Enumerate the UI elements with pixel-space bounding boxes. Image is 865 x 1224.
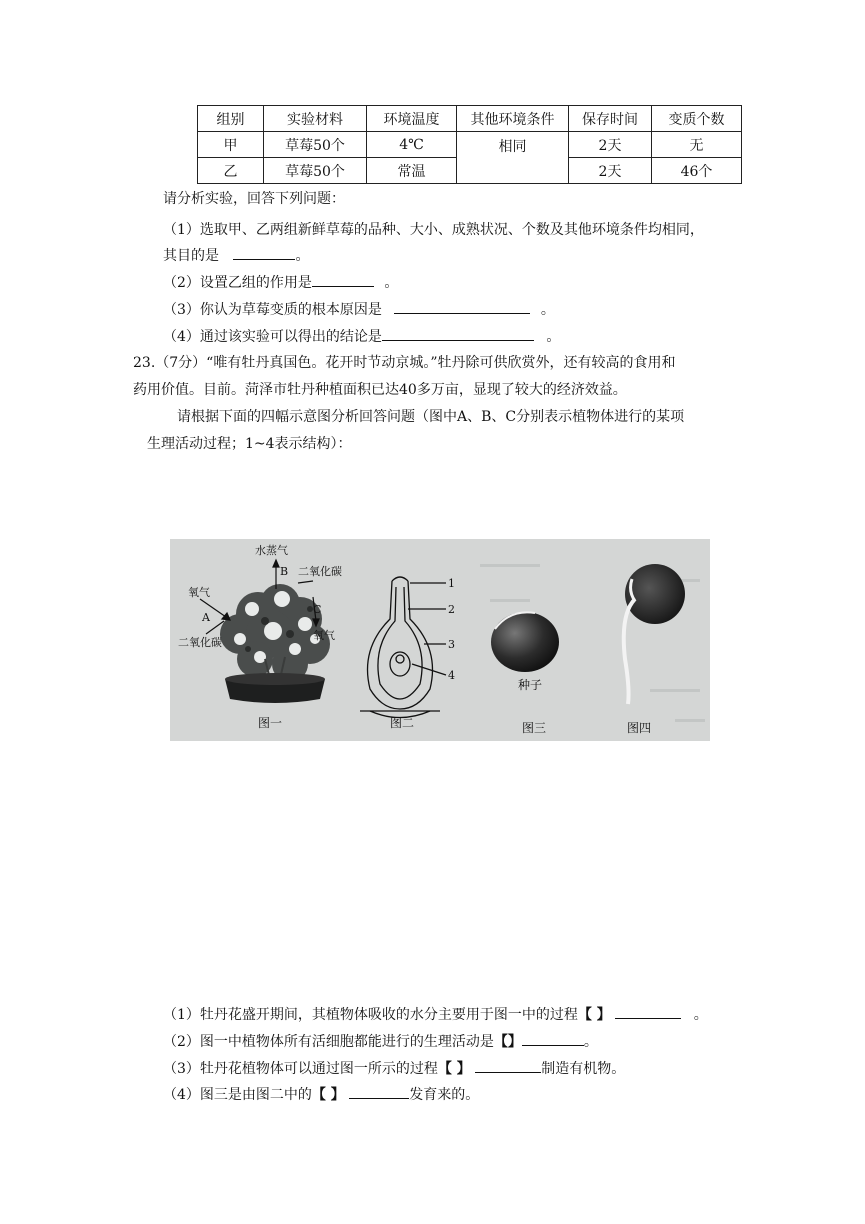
cell-spoiled-count: 无 bbox=[652, 132, 742, 158]
q23-sub3-prefix: （3）牡丹花植物体可以通过图一所示的过程 bbox=[163, 1061, 438, 1077]
answer-blank[interactable] bbox=[312, 274, 374, 287]
header-storage-time: 保存时间 bbox=[569, 106, 652, 132]
fig4-caption: 图四 bbox=[627, 721, 652, 735]
header-temperature: 环境温度 bbox=[367, 106, 457, 132]
q22-sub4 bbox=[163, 326, 560, 346]
q23-sub4-suffix: 发育来的。 bbox=[409, 1087, 480, 1103]
q22-sub1-line1: （1）选取甲、乙两组新鲜草莓的品种、大小、成熟状况、个数及其他环境条件均相同， bbox=[163, 222, 704, 238]
cell-temperature: 常温 bbox=[367, 158, 457, 184]
fig3-seed-label: 种子 bbox=[518, 678, 543, 692]
q22-sub2-suffix: 。 bbox=[384, 275, 399, 291]
fig3-caption: 图三 bbox=[522, 721, 547, 735]
header-material: 实验材料 bbox=[264, 106, 367, 132]
answer-bracket[interactable]: 【 】 bbox=[577, 1007, 611, 1023]
fig4-germinating-seed bbox=[625, 564, 685, 624]
fig1-oxygen-left-label: 氧气 bbox=[188, 586, 210, 599]
fig1-water-vapor-label: 水蒸气 bbox=[255, 544, 288, 557]
fig2-part-3: 3 bbox=[448, 638, 455, 651]
q22-intro: 请分析实验，回答下列问题： bbox=[163, 191, 345, 207]
q22-sub4-suffix: 。 bbox=[546, 329, 561, 345]
cell-storage-time: 2天 bbox=[569, 132, 652, 158]
q22-sub2-prefix: （2）设置乙组的作用是 bbox=[163, 275, 312, 291]
header-group: 组别 bbox=[198, 106, 264, 132]
cell-spoiled-count: 46个 bbox=[652, 158, 742, 184]
answer-blank[interactable] bbox=[522, 1033, 584, 1046]
q22-sub1-suffix: 。 bbox=[295, 248, 310, 264]
q23-sub3-suffix: 制造有机物。 bbox=[541, 1061, 626, 1077]
fig1-co2-top-label: 二氧化碳 bbox=[298, 565, 342, 578]
cell-other-conditions: 相同 bbox=[457, 132, 569, 184]
answer-bracket[interactable]: 【 】 bbox=[311, 1087, 345, 1103]
fig2-part-2: 2 bbox=[448, 603, 455, 616]
answer-blank[interactable] bbox=[233, 247, 295, 260]
fig1-co2-left-label: 二氧化碳 bbox=[178, 636, 222, 649]
q23-sub1-suffix: 。 bbox=[693, 1007, 708, 1023]
q23-sub1 bbox=[163, 1004, 708, 1024]
q23-sub2-suffix: 。 bbox=[583, 1034, 598, 1050]
fig1-label-a: A bbox=[202, 611, 210, 624]
answer-blank[interactable] bbox=[349, 1086, 409, 1099]
q23-sub2-prefix: （2）图一中植物体所有活细胞都能进行的生理活动是 bbox=[163, 1034, 494, 1050]
q23-line4: 生理活动过程；1~4表示结构）： bbox=[147, 436, 352, 452]
fig2-part-4: 4 bbox=[448, 669, 455, 682]
table-header-row bbox=[198, 106, 742, 132]
q23-sub1-prefix: （1）牡丹花盛开期间，其植物体吸收的水分主要用于图一中的过程 bbox=[163, 1007, 578, 1023]
q23-line2: 药用价值。目前。菏泽市牡丹种植面积已达40多万亩，显现了较大的经济效益。 bbox=[133, 382, 627, 398]
q23-sub3 bbox=[163, 1058, 625, 1078]
answer-blank[interactable] bbox=[394, 301, 530, 314]
experiment-table bbox=[197, 105, 742, 184]
fig1-label-c: C bbox=[313, 603, 322, 616]
q23-line1: 23.（7分）“唯有牡丹真国色。花开时节动京城。”牡丹除可供欣赏外，还有较高的食用和 bbox=[133, 355, 676, 371]
q22-sub4-prefix: （4）通过该实验可以得出的结论是 bbox=[163, 329, 382, 345]
figure-panel bbox=[170, 539, 710, 741]
header-other-conditions: 其他环境条件 bbox=[457, 106, 569, 132]
q22-sub1-prefix: 其目的是 bbox=[163, 248, 219, 264]
header-spoiled-count: 变质个数 bbox=[652, 106, 742, 132]
answer-blank[interactable] bbox=[382, 328, 534, 341]
fig1-caption: 图一 bbox=[258, 716, 283, 730]
q22-sub2 bbox=[163, 272, 398, 292]
q23-sub4-prefix: （4）图三是由图二中的 bbox=[163, 1087, 312, 1103]
cell-group: 乙 bbox=[198, 158, 264, 184]
q23-line3: 请根据下面的四幅示意图分析回答问题（图中A、B、C分别表示植物体进行的某项 bbox=[177, 409, 685, 425]
q22-sub3 bbox=[163, 299, 555, 319]
cell-storage-time: 2天 bbox=[569, 158, 652, 184]
answer-bracket[interactable]: 【】 bbox=[493, 1034, 522, 1050]
table-row bbox=[198, 132, 742, 158]
fig2-caption: 图二 bbox=[390, 716, 415, 730]
fig1-label-b: B bbox=[280, 565, 289, 578]
fig1-oxygen-right-label: 氧气 bbox=[313, 629, 335, 642]
answer-bracket[interactable]: 【 】 bbox=[437, 1061, 471, 1077]
q23-sub4 bbox=[163, 1084, 479, 1104]
cell-material: 草莓50个 bbox=[264, 158, 367, 184]
q22-sub3-prefix: （3）你认为草莓变质的根本原因是 bbox=[163, 302, 382, 318]
cell-material: 草莓50个 bbox=[264, 132, 367, 158]
cell-temperature: 4℃ bbox=[367, 132, 457, 158]
q22-sub1-line2 bbox=[163, 245, 309, 265]
answer-blank[interactable] bbox=[475, 1060, 541, 1073]
fig2-part-1: 1 bbox=[448, 577, 455, 590]
answer-blank[interactable] bbox=[615, 1006, 681, 1019]
q23-sub2 bbox=[163, 1031, 598, 1051]
plant-diagrams bbox=[170, 539, 710, 741]
q22-sub3-suffix: 。 bbox=[540, 302, 555, 318]
cell-group: 甲 bbox=[198, 132, 264, 158]
